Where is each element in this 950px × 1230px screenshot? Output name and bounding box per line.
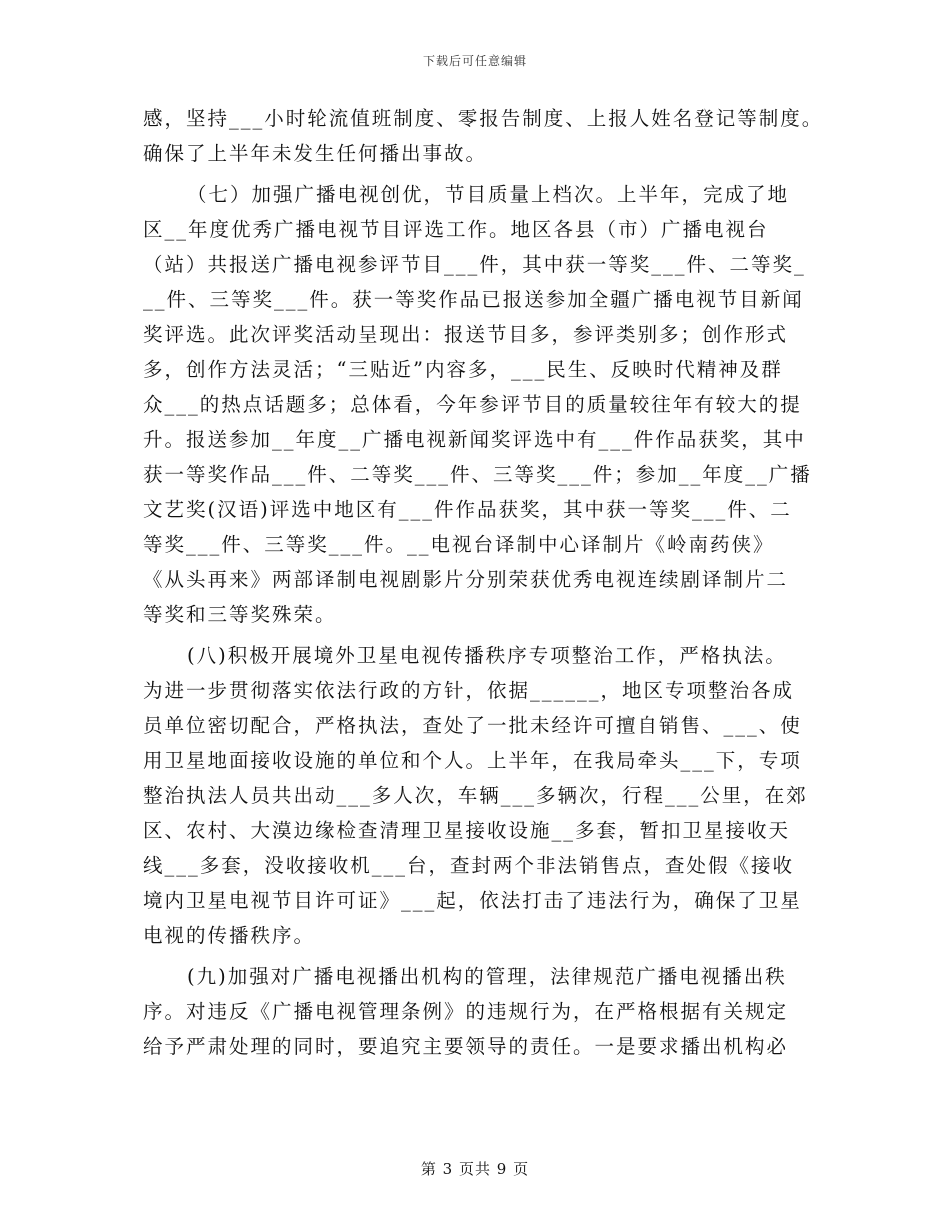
text-line: （站）共报送广播电视参评节目___件，其中获一等奖___件、二等奖_ <box>143 253 806 276</box>
text-line: 众___的热点话题多；总体看，今年参评节目的质量较往年有较大的提 <box>143 393 802 416</box>
text-line: 区__年度优秀广播电视节目评选工作。地区各县（市）广播电视台 <box>143 218 769 241</box>
text-line: 给予严肃处理的同时，要追究主要领导的责任。一是要求播出机构必 <box>143 1035 789 1058</box>
text-line: 等奖和三等奖殊荣。 <box>143 603 337 626</box>
text-line: 电视的传播秩序。 <box>143 924 316 947</box>
text-line: 员单位密切配合，严格执法，查处了一批未经许可擅自销售、___、使 <box>143 714 802 737</box>
text-line: (九)加强对广播电视播出机构的管理，法律规范广播电视播出秩 <box>187 965 787 988</box>
page-number: 第 3 页共 9 页 <box>420 1160 530 1178</box>
text-line: __件、三等奖___件。获一等奖作品已报送参加全疆广播电视节目新闻 <box>143 288 804 311</box>
text-line: 整治执法人员共出动___多人次，车辆___多辆次，行程___公里，在郊 <box>143 784 808 807</box>
text-line: 境内卫星电视节目许可证》___起，依法打击了违法行为，确保了卫星 <box>143 889 802 912</box>
text-line: 区、农村、大漠边缘检查清理卫星接收设施__多套，暂扣卫星接收天 <box>143 819 791 842</box>
paragraph <box>143 177 812 632</box>
page-header: 下载后可任意编辑 <box>422 54 527 68</box>
text-line: 为进一步贯彻落实依法行政的方针，依据______，地区专项整治各成 <box>143 679 795 702</box>
text-line: 文艺奖(汉语)评选中地区有___件作品获奖，其中获一等奖___件、二 <box>143 498 792 521</box>
text-line: 获一等奖作品___件、二等奖___件、三等奖___件；参加__年度__广播 <box>143 463 812 486</box>
paragraph <box>143 959 809 1064</box>
text-line: (八)积极开展境外卫星电视传播秩序专项整治工作，严格执法。 <box>187 644 787 667</box>
text-line: 升。报送参加__年度__广播电视新闻奖评选中有___件作品获奖，其中 <box>143 428 806 451</box>
text-line: 奖评选。此次评奖活动呈现出：报送节目多，参评类别多；创作形式 <box>143 323 789 346</box>
text-line: 多，创作方法灵活；“三贴近”内容多，___民生、反映时代精神及群 <box>143 358 783 381</box>
text-line: 等奖___件、三等奖___件。__电视台译制中心译制片《岭南药侠》 <box>143 533 775 556</box>
text-line: 确保了上半年未发生任何播出事故。 <box>143 142 488 165</box>
paragraph <box>143 101 824 171</box>
document-body <box>143 101 824 1064</box>
text-line: （七）加强广播电视创优，节目质量上档次。上半年，完成了地 <box>187 183 790 206</box>
text-line: 感，坚持___小时轮流值班制度、零报告制度、上报人姓名登记等制度。 <box>143 107 824 130</box>
paragraph <box>143 638 809 953</box>
text-line: 用卫星地面接收设施的单位和个人。上半年，在我局牵头___下，专项 <box>143 749 802 772</box>
text-line: 线___多套，没收接收机___台，查封两个非法销售点，查处假《接收 <box>143 854 795 877</box>
text-line: 序。对违反《广播电视管理条例》的违规行为，在严格根据有关规定 <box>143 1000 789 1023</box>
text-line: 《从头再来》两部译制电视剧影片分别荣获优秀电视连续剧译制片二 <box>143 568 789 591</box>
